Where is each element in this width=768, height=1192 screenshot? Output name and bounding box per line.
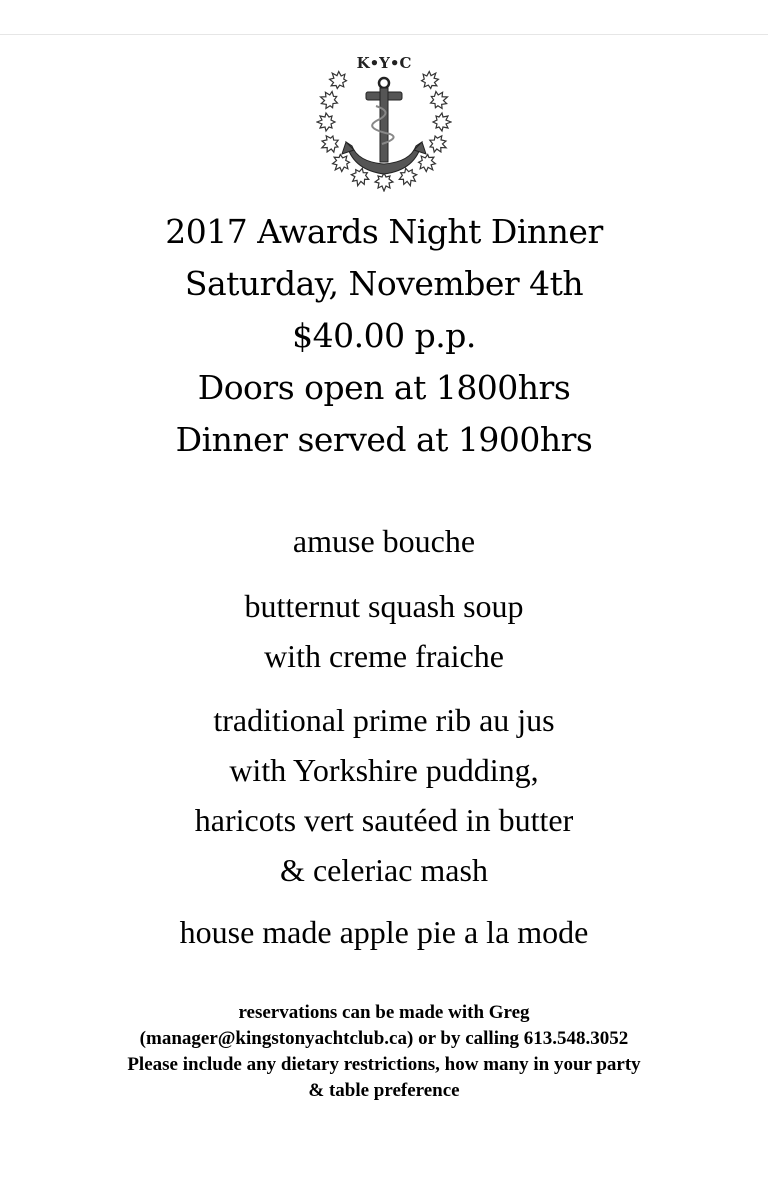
doors-open-time: Doors open at 1800hrs: [197, 368, 571, 407]
event-price: $40.00 p.p.: [292, 316, 476, 355]
menu-line: haricots vert sautéed in butter: [194, 802, 574, 838]
menu-course-dessert: [0, 907, 768, 957]
dinner-time: Dinner served at 1900hrs: [175, 420, 593, 459]
reservation-info: [0, 1000, 768, 1104]
footer-line: reservations can be made with Greg: [238, 1002, 530, 1023]
menu-line: amuse bouche: [292, 523, 476, 559]
kyc-anchor-logo: [316, 50, 452, 192]
event-title: 2017 Awards Night Dinner: [165, 212, 603, 251]
event-date: Saturday, November 4th: [184, 264, 584, 303]
footer-line: Please include any dietary restrictions, how many in your party: [127, 1054, 641, 1075]
menu-line: house made apple pie a la mode: [179, 914, 589, 950]
menu-line: & celeriac mash: [280, 852, 488, 888]
menu-line: traditional prime rib au jus: [213, 702, 555, 738]
menu-line: with Yorkshire pudding,: [229, 752, 539, 788]
menu-course-amuse: [0, 516, 768, 566]
menu-course-soup: [0, 581, 768, 681]
kyc-logo-text: K•Y•C: [356, 54, 412, 72]
event-heading: [0, 206, 768, 466]
footer-line: (manager@kingstonyachtclub.ca) or by calling 613.548.3052: [139, 1028, 629, 1049]
menu-line: with creme fraiche: [264, 638, 504, 674]
menu-course-main: [0, 695, 768, 895]
footer-line: & table preference: [308, 1080, 460, 1101]
menu-line: butternut squash soup: [244, 588, 524, 624]
top-divider: [0, 34, 768, 35]
